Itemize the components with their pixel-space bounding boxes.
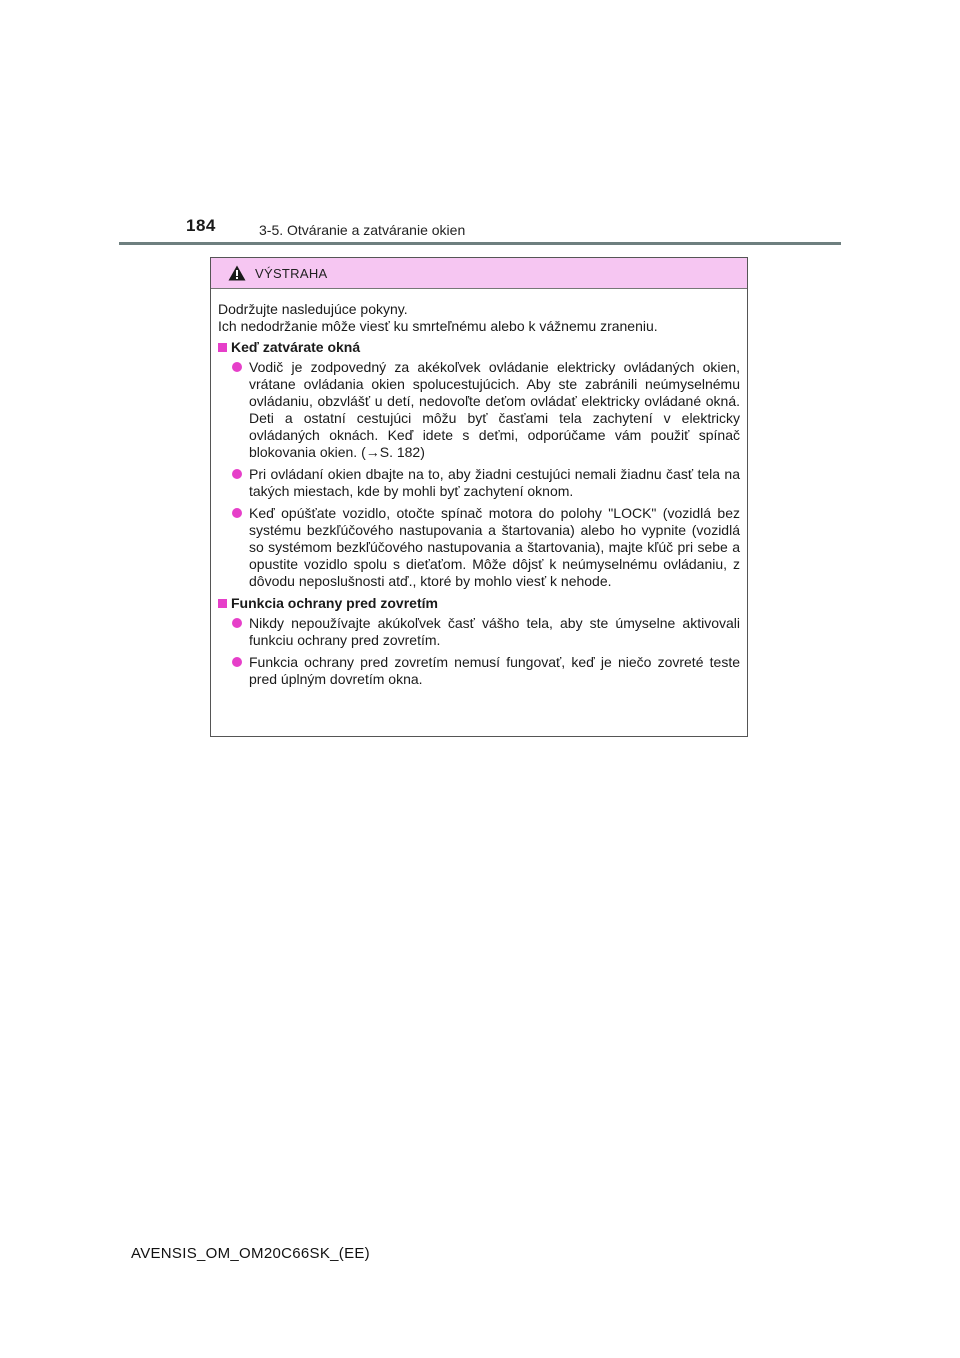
square-bullet-icon xyxy=(218,599,227,608)
list-item xyxy=(218,615,740,649)
list-item xyxy=(218,505,740,590)
list-item xyxy=(218,466,740,500)
circle-bullet-icon xyxy=(232,618,242,628)
warning-header xyxy=(211,258,747,289)
circle-bullet-icon xyxy=(232,469,242,479)
list-item-text: Nikdy nepoužívajte akúkoľvek časť vášho tela, aby ste úmyselne aktivovali funkciu ochrany pred zovretím. xyxy=(249,615,740,648)
list-item-text: Vodič je zodpovedný za akékoľvek ovládanie elektricky ovládaných okien, vrátane ovládania okien spolucestujúcich. Aby ste zabránili neúmyselnému ovládaniu, obzvlášť u detí, nedovoľte deťom ovládať elektricky ovládané okná. Deti a ostatní cestujúci môžu byť časťami tela zachytení v elektricky ovládaných oknách. Keď idete s deťmi, odporúčame vám použiť spínač blokovania okien. (→S. 182) xyxy=(249,359,740,460)
intro-line: Dodržujte nasledujúce pokyny. xyxy=(218,301,408,317)
warning-body xyxy=(211,289,747,688)
header-rule xyxy=(119,242,841,245)
warning-intro xyxy=(218,301,740,335)
circle-bullet-icon xyxy=(232,362,242,372)
list-item xyxy=(218,359,740,461)
list-item-text: Keď opúšťate vozidlo, otočte spínač motora do polohy "LOCK" (vozidlá bez systému bezkľúčového nastupovania a štartovania) alebo ho vypnite (vozidlá so systémom bezkľúčového nastupovania a štartovania), majte kľúč pri sebe a opustite vozidlo spolu s dieťaťom. Môže dôjsť k neúmyselnému ovládaniu, z dôvodu neposlušnosti atď., ktoré by mohlo viesť k nehode. xyxy=(249,505,740,589)
section-title: 3-5. Otváranie a zatváranie okien xyxy=(259,222,466,238)
section-heading-text: Funkcia ochrany pred zovretím xyxy=(231,595,438,611)
document-code: AVENSIS_OM_OM20C66SK_(EE) xyxy=(131,1245,370,1262)
warning-triangle-icon xyxy=(228,265,246,281)
list-item-text: Funkcia ochrany pred zovretím nemusí fungovať, keď je niečo zovreté teste pred úplným dovretím okna. xyxy=(249,654,740,687)
section-heading xyxy=(218,595,740,612)
intro-line: Ich nedodržanie môže viesť ku smrteľnému alebo k vážnemu zraneniu. xyxy=(218,318,658,334)
page-number: 184 xyxy=(186,216,216,235)
circle-bullet-icon xyxy=(232,508,242,518)
section-heading-text: Keď zatvárate okná xyxy=(231,339,361,355)
list-item xyxy=(218,654,740,688)
warning-title: VÝSTRAHA xyxy=(255,265,328,281)
circle-bullet-icon xyxy=(232,657,242,667)
warning-box xyxy=(210,257,748,737)
section-heading xyxy=(218,339,740,356)
list-item-text: Pri ovládaní okien dbajte na to, aby žiadni cestujúci nemali žiadnu časť tela na takých miestach, kde by mohli byť zachytení oknom. xyxy=(249,466,740,499)
square-bullet-icon xyxy=(218,343,227,352)
